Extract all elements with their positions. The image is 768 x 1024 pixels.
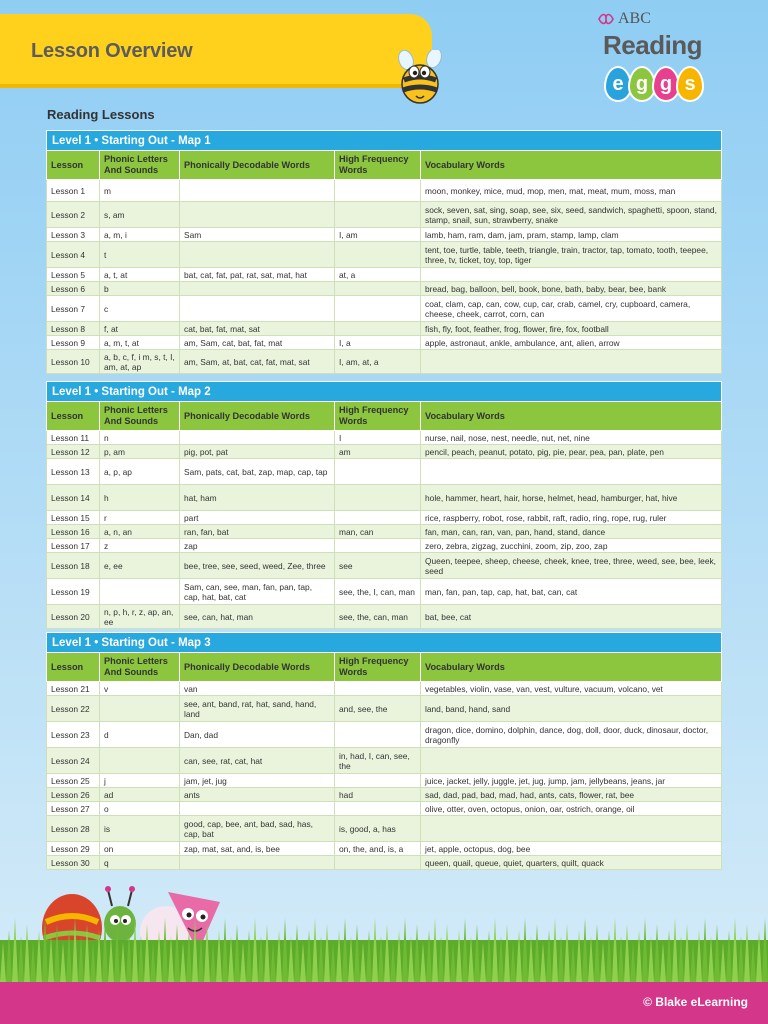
table-cell: Lesson 16 — [47, 525, 100, 539]
table-row — [47, 605, 722, 629]
table-cell — [421, 268, 722, 282]
table-cell: n — [100, 431, 180, 445]
table-cell: n, p, h, r, z, ap, an, ee — [100, 605, 180, 629]
table-cell: see, the, I, can, man — [335, 579, 421, 605]
table-cell — [335, 322, 421, 336]
table-cell: jam, jet, jug — [180, 774, 335, 788]
table-cell: Lesson 22 — [47, 696, 100, 722]
table-cell: a, t, at — [100, 268, 180, 282]
table-cell: see, can, hat, man — [180, 605, 335, 629]
table-cell: van — [180, 682, 335, 696]
table-cell: Lesson 2 — [47, 202, 100, 228]
table-cell: vegetables, violin, vase, van, vest, vulture, vacuum, volcano, vet — [421, 682, 722, 696]
table-cell: fish, fly, foot, feather, frog, flower, fire, fox, football — [421, 322, 722, 336]
bee-mascot-icon — [394, 50, 450, 108]
table-cell — [180, 242, 335, 268]
table-cell: r — [100, 511, 180, 525]
table-cell: v — [100, 682, 180, 696]
egg-letter: s — [676, 66, 704, 102]
table-row — [47, 748, 722, 774]
table-cell: Lesson 7 — [47, 296, 100, 322]
table-cell: Lesson 15 — [47, 511, 100, 525]
column-header: Lesson — [47, 402, 100, 431]
table-cell: Lesson 26 — [47, 788, 100, 802]
table-cell — [335, 856, 421, 870]
map-title: Level 1 • Starting Out - Map 2 — [46, 381, 722, 401]
table-cell: see, the, can, man — [335, 605, 421, 629]
table-cell: Lesson 24 — [47, 748, 100, 774]
table-row — [47, 788, 722, 802]
table-cell — [180, 282, 335, 296]
page-title: Lesson Overview — [31, 40, 193, 62]
table-row — [47, 722, 722, 748]
footer-bar — [0, 982, 768, 1024]
table-cell: zap — [180, 539, 335, 553]
table-row — [47, 525, 722, 539]
table-cell: Queen, teepee, sheep, cheese, cheek, knee, tree, three, weed, see, bee, leek, seed — [421, 553, 722, 579]
table-cell: Lesson 25 — [47, 774, 100, 788]
table-cell: Lesson 27 — [47, 802, 100, 816]
map-table-2 — [46, 381, 722, 629]
table-cell: man, fan, pan, tap, cap, hat, bat, can, cat — [421, 579, 722, 605]
reading-label: Reading — [603, 30, 703, 60]
table-cell: Lesson 18 — [47, 553, 100, 579]
table-cell: Lesson 12 — [47, 445, 100, 459]
table-cell: I, a — [335, 336, 421, 350]
table-cell: h — [100, 485, 180, 511]
table-cell: good, cap, bee, ant, bad, sad, has, cap, bat — [180, 816, 335, 842]
table-row — [47, 228, 722, 242]
table-row — [47, 539, 722, 553]
table-cell: see, ant, band, rat, hat, sand, hand, land — [180, 696, 335, 722]
table-cell: cat, bat, fat, mat, sat — [180, 322, 335, 336]
table-cell — [180, 802, 335, 816]
egg-letter: g — [652, 66, 680, 102]
table-cell: on, the, and, is, a — [335, 842, 421, 856]
table-cell: p, am — [100, 445, 180, 459]
header-banner — [0, 14, 432, 88]
table-cell: Lesson 10 — [47, 350, 100, 374]
table-cell: Lesson 17 — [47, 539, 100, 553]
table-cell: is — [100, 816, 180, 842]
table-row — [47, 553, 722, 579]
table-cell — [180, 856, 335, 870]
table-row — [47, 268, 722, 282]
table-cell: sad, dad, pad, bad, mad, had, ants, cats, flower, rat, bee — [421, 788, 722, 802]
table-cell: am — [335, 445, 421, 459]
table-cell — [421, 459, 722, 485]
table-cell: moon, monkey, mice, mud, mop, men, mat, meat, mum, moss, man — [421, 180, 722, 202]
table-row — [47, 856, 722, 870]
table-header-row — [47, 402, 722, 431]
table-row — [47, 842, 722, 856]
table-cell: jet, apple, octopus, dog, bee — [421, 842, 722, 856]
table-cell: Lesson 3 — [47, 228, 100, 242]
table-cell: land, band, hand, sand — [421, 696, 722, 722]
abc-logo-icon — [598, 13, 614, 25]
column-header: Phonically Decodable Words — [180, 653, 335, 682]
table-cell — [335, 459, 421, 485]
table-cell: is, good, a, has — [335, 816, 421, 842]
column-header: High Frequency Words — [335, 653, 421, 682]
table-row — [47, 202, 722, 228]
table-cell: Lesson 28 — [47, 816, 100, 842]
table-cell: see — [335, 553, 421, 579]
table-cell: hat, ham — [180, 485, 335, 511]
table-row — [47, 282, 722, 296]
table-cell: am, Sam, at, bat, cat, fat, mat, sat — [180, 350, 335, 374]
table-cell: f, at — [100, 322, 180, 336]
table-cell: Sam, can, see, man, fan, pan, tap, cap, hat, bat, cat — [180, 579, 335, 605]
column-header: Phonic Letters And Sounds — [100, 151, 180, 180]
table-cell: Lesson 19 — [47, 579, 100, 605]
table-row — [47, 336, 722, 350]
table-cell: man, can — [335, 525, 421, 539]
table-cell — [335, 202, 421, 228]
table-cell: part — [180, 511, 335, 525]
table-cell — [335, 774, 421, 788]
table-cell: Lesson 14 — [47, 485, 100, 511]
map-title: Level 1 • Starting Out - Map 3 — [46, 632, 722, 652]
table-cell — [335, 296, 421, 322]
table-cell: on — [100, 842, 180, 856]
table-cell — [180, 202, 335, 228]
table-row — [47, 322, 722, 336]
table-row — [47, 816, 722, 842]
table-cell: zap, mat, sat, and, is, bee — [180, 842, 335, 856]
table-cell: q — [100, 856, 180, 870]
table-cell — [335, 282, 421, 296]
table-row — [47, 485, 722, 511]
table-cell: a, b, c, f, i m, s, t, I, am, at, ap — [100, 350, 180, 374]
table-cell: a, n, an — [100, 525, 180, 539]
table-row — [47, 774, 722, 788]
table-cell: Lesson 6 — [47, 282, 100, 296]
table-cell — [180, 296, 335, 322]
map-table-3 — [46, 632, 722, 870]
table-cell — [421, 816, 722, 842]
table-cell: ad — [100, 788, 180, 802]
table-cell: Lesson 29 — [47, 842, 100, 856]
lesson-table — [46, 652, 722, 870]
table-cell — [335, 242, 421, 268]
column-header: High Frequency Words — [335, 402, 421, 431]
table-cell: o — [100, 802, 180, 816]
table-cell — [100, 579, 180, 605]
table-cell: I, am — [335, 228, 421, 242]
table-cell: Sam, pats, cat, bat, zap, map, cap, tap — [180, 459, 335, 485]
table-row — [47, 511, 722, 525]
egg-letter: g — [628, 66, 656, 102]
table-cell: fan, man, can, ran, van, pan, hand, stand, dance — [421, 525, 722, 539]
table-cell: apple, astronaut, ankle, ambulance, ant, alien, arrow — [421, 336, 722, 350]
table-cell: Lesson 21 — [47, 682, 100, 696]
column-header: Phonic Letters And Sounds — [100, 653, 180, 682]
table-row — [47, 431, 722, 445]
table-cell: nurse, nail, nose, nest, needle, nut, net, nine — [421, 431, 722, 445]
table-cell: had — [335, 788, 421, 802]
section-title: Reading Lessons — [47, 107, 155, 122]
table-cell: am, Sam, cat, bat, fat, mat — [180, 336, 335, 350]
grass-decoration — [0, 900, 768, 982]
table-cell: Lesson 11 — [47, 431, 100, 445]
column-header: Vocabulary Words — [421, 653, 722, 682]
table-cell: at, a — [335, 268, 421, 282]
table-cell: lamb, ham, ram, dam, jam, pram, stamp, lamp, clam — [421, 228, 722, 242]
table-cell: queen, quail, queue, quiet, quarters, quilt, quack — [421, 856, 722, 870]
table-cell: coat, clam, cap, can, cow, cup, car, crab, camel, cry, cupboard, camera, cheese, cheek, carrot, corn, can — [421, 296, 722, 322]
table-cell: and, see, the — [335, 696, 421, 722]
table-cell — [180, 180, 335, 202]
table-cell: a, p, ap — [100, 459, 180, 485]
table-cell: Lesson 30 — [47, 856, 100, 870]
table-cell: e, ee — [100, 553, 180, 579]
table-cell: Sam — [180, 228, 335, 242]
column-header: Vocabulary Words — [421, 151, 722, 180]
table-cell — [180, 431, 335, 445]
eggs-logo — [604, 66, 700, 102]
table-cell: m — [100, 180, 180, 202]
table-row — [47, 242, 722, 268]
table-cell: t — [100, 242, 180, 268]
table-row — [47, 682, 722, 696]
table-cell: olive, otter, oven, octopus, onion, oar, ostrich, orange, oil — [421, 802, 722, 816]
table-cell: a, m, t, at — [100, 336, 180, 350]
table-cell: Lesson 23 — [47, 722, 100, 748]
column-header: Phonically Decodable Words — [180, 402, 335, 431]
egg-letter: e — [604, 66, 632, 102]
table-cell — [335, 539, 421, 553]
table-cell: d — [100, 722, 180, 748]
table-cell — [421, 350, 722, 374]
column-header: Lesson — [47, 151, 100, 180]
table-cell: z — [100, 539, 180, 553]
lesson-table — [46, 150, 722, 374]
table-row — [47, 445, 722, 459]
table-cell: Lesson 4 — [47, 242, 100, 268]
column-header: Phonic Letters And Sounds — [100, 402, 180, 431]
table-cell — [421, 748, 722, 774]
table-cell: dragon, dice, domino, dolphin, dance, dog, doll, door, duck, dinosaur, doctor, dragonfly — [421, 722, 722, 748]
column-header: High Frequency Words — [335, 151, 421, 180]
table-cell: Lesson 1 — [47, 180, 100, 202]
column-header: Lesson — [47, 653, 100, 682]
table-cell: s, am — [100, 202, 180, 228]
table-row — [47, 350, 722, 374]
table-row — [47, 802, 722, 816]
table-cell — [100, 696, 180, 722]
table-cell: I, am, at, a — [335, 350, 421, 374]
table-cell: hole, hammer, heart, hair, horse, helmet, head, hamburger, hat, hive — [421, 485, 722, 511]
table-cell: in, had, I, can, see, the — [335, 748, 421, 774]
table-cell: zero, zebra, zigzag, zucchini, zoom, zip, zoo, zap — [421, 539, 722, 553]
table-cell: pig, pot, pat — [180, 445, 335, 459]
table-cell: bat, bee, cat — [421, 605, 722, 629]
table-cell: bread, bag, balloon, bell, book, bone, bath, baby, bear, bee, bank — [421, 282, 722, 296]
table-cell: Lesson 8 — [47, 322, 100, 336]
table-cell — [335, 180, 421, 202]
table-cell: I — [335, 431, 421, 445]
reading-eggs-logo — [600, 8, 730, 108]
table-cell — [335, 722, 421, 748]
table-cell: ants — [180, 788, 335, 802]
table-cell: bat, cat, fat, pat, rat, sat, mat, hat — [180, 268, 335, 282]
table-cell: pencil, peach, peanut, potato, pig, pie, pear, pea, pan, plate, pen — [421, 445, 722, 459]
table-cell: bee, tree, see, seed, weed, Zee, three — [180, 553, 335, 579]
map-table-1 — [46, 130, 722, 374]
table-cell: sock, seven, sat, sing, soap, see, six, seed, sandwich, spaghetti, spoon, stand, stamp, snail, sun, strawberry, snake — [421, 202, 722, 228]
table-cell: ran, fan, bat — [180, 525, 335, 539]
table-row — [47, 180, 722, 202]
table-cell: a, m, i — [100, 228, 180, 242]
table-cell — [335, 682, 421, 696]
table-cell: tent, toe, turtle, table, teeth, triangle, train, tractor, tap, tomato, tooth, teepee, three, tv, ticket, toy, top, tiger — [421, 242, 722, 268]
table-cell: b — [100, 282, 180, 296]
table-cell: Lesson 13 — [47, 459, 100, 485]
lesson-table — [46, 401, 722, 629]
table-header-row — [47, 151, 722, 180]
table-cell: Dan, dad — [180, 722, 335, 748]
column-header: Vocabulary Words — [421, 402, 722, 431]
table-cell: Lesson 5 — [47, 268, 100, 282]
table-cell — [100, 748, 180, 774]
abc-label: ABC — [618, 10, 651, 27]
table-cell: can, see, rat, cat, hat — [180, 748, 335, 774]
table-row — [47, 459, 722, 485]
table-cell: c — [100, 296, 180, 322]
table-row — [47, 296, 722, 322]
table-cell — [335, 802, 421, 816]
table-cell: j — [100, 774, 180, 788]
table-cell: Lesson 20 — [47, 605, 100, 629]
table-header-row — [47, 653, 722, 682]
table-row — [47, 696, 722, 722]
map-title: Level 1 • Starting Out - Map 1 — [46, 130, 722, 150]
table-cell — [335, 511, 421, 525]
table-row — [47, 579, 722, 605]
table-cell: rice, raspberry, robot, rose, rabbit, raft, radio, ring, rope, rug, ruler — [421, 511, 722, 525]
table-cell: juice, jacket, jelly, juggle, jet, jug, jump, jam, jellybeans, jeans, jar — [421, 774, 722, 788]
copyright-text: © Blake eLearning — [643, 995, 748, 1009]
column-header: Phonically Decodable Words — [180, 151, 335, 180]
table-cell — [335, 485, 421, 511]
table-cell: Lesson 9 — [47, 336, 100, 350]
